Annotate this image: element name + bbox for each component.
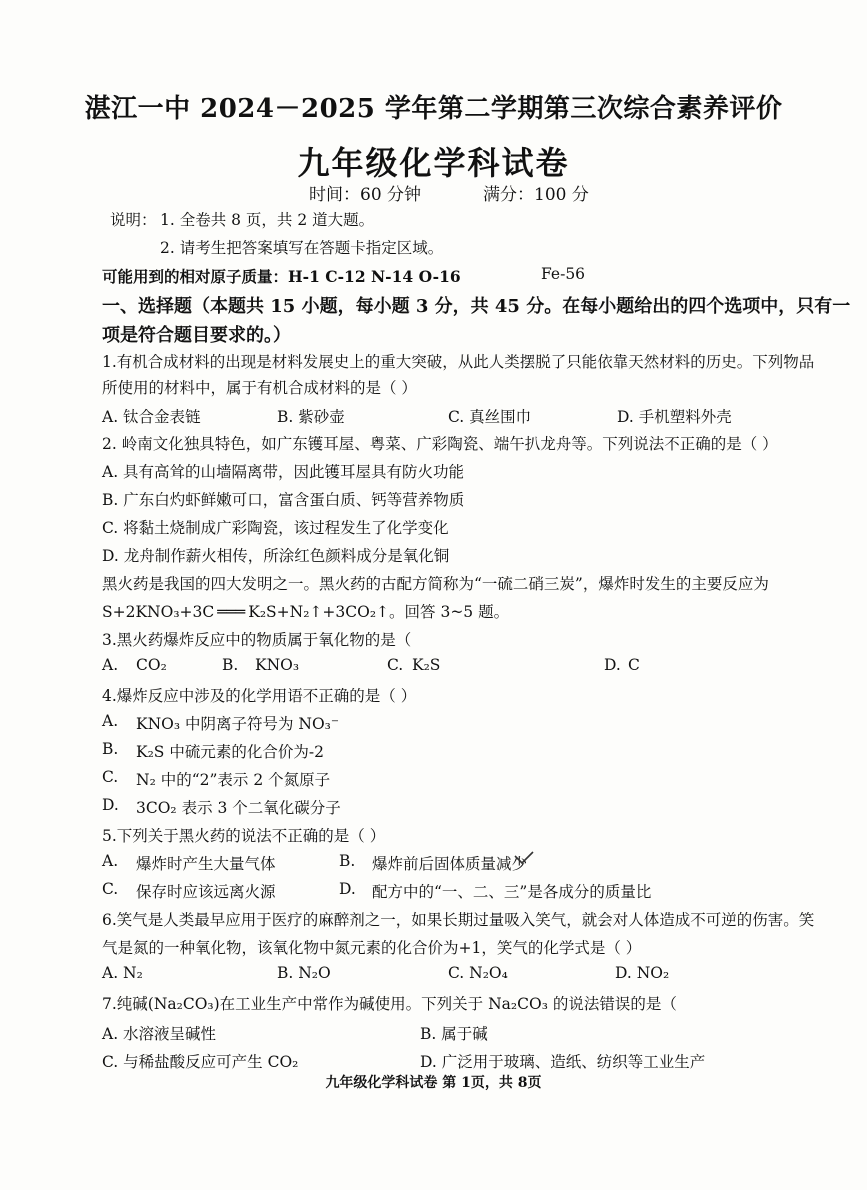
q1-option-c: C. 真丝围巾 xyxy=(448,408,532,426)
q1-option-b: B. 紫砂壶 xyxy=(277,408,345,426)
q3-option-c: K₂S xyxy=(412,656,441,674)
q3-option-a-label: A. xyxy=(102,656,119,674)
q6-option-d: D. NO₂ xyxy=(615,964,670,982)
exam-subject: 九年级化学科试卷 xyxy=(297,144,570,182)
q4-option-b-label: B. xyxy=(102,740,119,758)
passage-equation xyxy=(102,600,509,622)
q7-option-c: C. 与稀盐酸反应可产生 CO₂ xyxy=(102,1053,299,1071)
q2-option-c: C. 将黏土烧制成广彩陶瓷，该过程发生了化学变化 xyxy=(102,519,449,537)
q5-option-d: 配方中的“一、二、三”是各成分的质量比 xyxy=(372,883,652,901)
q2-option-d: D. 龙舟制作薪火相传，所涂红色颜料成分是氧化铜 xyxy=(102,547,450,565)
q4-option-a-label: A. xyxy=(102,712,119,730)
q1-option-d: D. 手机塑料外壳 xyxy=(617,408,732,426)
q1-option-a: A. 钛合金表链 xyxy=(102,408,201,426)
q6-option-c: C. N₂O₄ xyxy=(448,964,508,982)
atomic-masses: 可能用到的相对原子质量：H-1 C-12 N-14 O-16 xyxy=(102,267,461,286)
q3-option-c-label: C. xyxy=(387,656,404,674)
section-heading-line2: 项是符合题目要求的。） xyxy=(102,325,291,346)
q4-option-a: KNO₃ 中阴离子符号为 NO₃⁻ xyxy=(136,715,340,733)
q6-option-a: A. N₂ xyxy=(102,964,143,982)
notes-label: 说明： xyxy=(110,211,157,229)
q5-stem: 5.下列关于黑火药的说法不正确的是（ ） xyxy=(102,827,386,845)
q4-stem: 4.爆炸反应中涉及的化学用语不正确的是（ ） xyxy=(102,687,417,705)
q6-option-b: B. N₂O xyxy=(277,964,331,982)
handwritten-check-mark xyxy=(513,850,535,866)
equation-arrow: ═══ xyxy=(217,603,246,621)
q5-option-d-label: D. xyxy=(339,880,356,898)
q3-option-b: KNO₃ xyxy=(255,656,300,674)
q2-option-a: A. 具有高耸的山墙隔离带，因此镬耳屋具有防火功能 xyxy=(102,463,465,481)
q2-option-b: B. 广东白灼虾鲜嫩可口，富含蛋白质、钙等营养物质 xyxy=(102,491,465,509)
note-1: 1. 全卷共 8 页，共 2 道大题。 xyxy=(160,211,375,229)
q4-option-c: N₂ 中的“2”表示 2 个氮原子 xyxy=(136,771,331,789)
q4-option-c-label: C. xyxy=(102,768,119,786)
q7-stem: 7.纯碱(Na₂CO₃)在工业生产中常作为碱使用。下列关于 Na₂CO₃ 的说法错误的是（ xyxy=(102,995,677,1013)
q5-option-a-label: A. xyxy=(102,852,119,870)
q4-option-d: 3CO₂ 表示 3 个二氧化碳分子 xyxy=(136,799,341,817)
q4-option-d-label: D. xyxy=(102,796,119,814)
exam-score: 满分：100 分 xyxy=(483,185,589,205)
q6-stem-line2: 气是氮的一种氧化物，该氧化物中氮元素的化合价为+1，笑气的化学式是（ ） xyxy=(102,939,642,957)
q7-option-d: D. 广泛用于玻璃、造纸、纺织等工业生产 xyxy=(420,1053,706,1071)
q6-stem-line1: 6.笑气是人类最早应用于医疗的麻醉剂之一，如果长期过量吸入笑气，就会对人体造成不可逆的伤害。笑 xyxy=(102,911,815,929)
exam-title: 湛江一中 2024－2025 学年第二学期第三次综合素养评价 xyxy=(84,94,783,124)
equation-right: K₂S+N₂↑+3CO₂↑。回答 3~5 题。 xyxy=(248,603,510,621)
section-heading-line1: 一、选择题（本题共 15 小题，每小题 3 分，共 45 分。在每小题给出的四个选项中，只有一 xyxy=(102,296,851,317)
atomic-mass-fe: Fe-56 xyxy=(541,265,586,283)
q7-option-a: A. 水溶液呈碱性 xyxy=(102,1025,217,1043)
q5-option-c-label: C. xyxy=(102,880,119,898)
q5-option-b-label: B. xyxy=(339,852,356,870)
q4-option-b: K₂S 中硫元素的化合价为-2 xyxy=(136,743,324,761)
q3-stem: 3.黑火药爆炸反应中的物质属于氧化物的是（ xyxy=(102,631,412,649)
q5-option-b: 爆炸前后固体质量减少 xyxy=(372,855,528,873)
q3-option-a: CO₂ xyxy=(136,656,167,674)
q1-stem-line2: 所使用的材料中，属于有机合成材料的是（ ） xyxy=(102,379,417,397)
q3-option-d-label: D. xyxy=(604,656,621,674)
q7-option-b: B. 属于碱 xyxy=(420,1025,488,1043)
page-footer: 九年级化学科试卷 第 1页，共 8页 xyxy=(325,1075,542,1091)
q2-stem: 2. 岭南文化独具特色，如广东镬耳屋、粤菜、广彩陶瓷、端午扒龙舟等。下列说法不正确的是（ ） xyxy=(102,435,778,453)
q3-option-d: C xyxy=(628,656,640,674)
q5-option-a: 爆炸时产生大量气体 xyxy=(136,855,276,873)
exam-time: 时间：60 分钟 xyxy=(309,185,422,205)
passage-line1: 黑火药是我国的四大发明之一。黑火药的古配方简称为“一硫二硝三炭”，爆炸时发生的主要反应为 xyxy=(102,575,769,593)
q5-option-c: 保存时应该远离火源 xyxy=(136,883,276,901)
note-2: 2. 请考生把答案填写在答题卡指定区域。 xyxy=(160,239,444,257)
q1-stem-line1: 1.有机合成材料的出现是材料发展史上的重大突破，从此人类摆脱了只能依靠天然材料的历史。下列物品 xyxy=(102,353,815,371)
equation-left: S+2KNO₃+3C xyxy=(102,603,215,621)
q3-option-b-label: B. xyxy=(222,656,239,674)
